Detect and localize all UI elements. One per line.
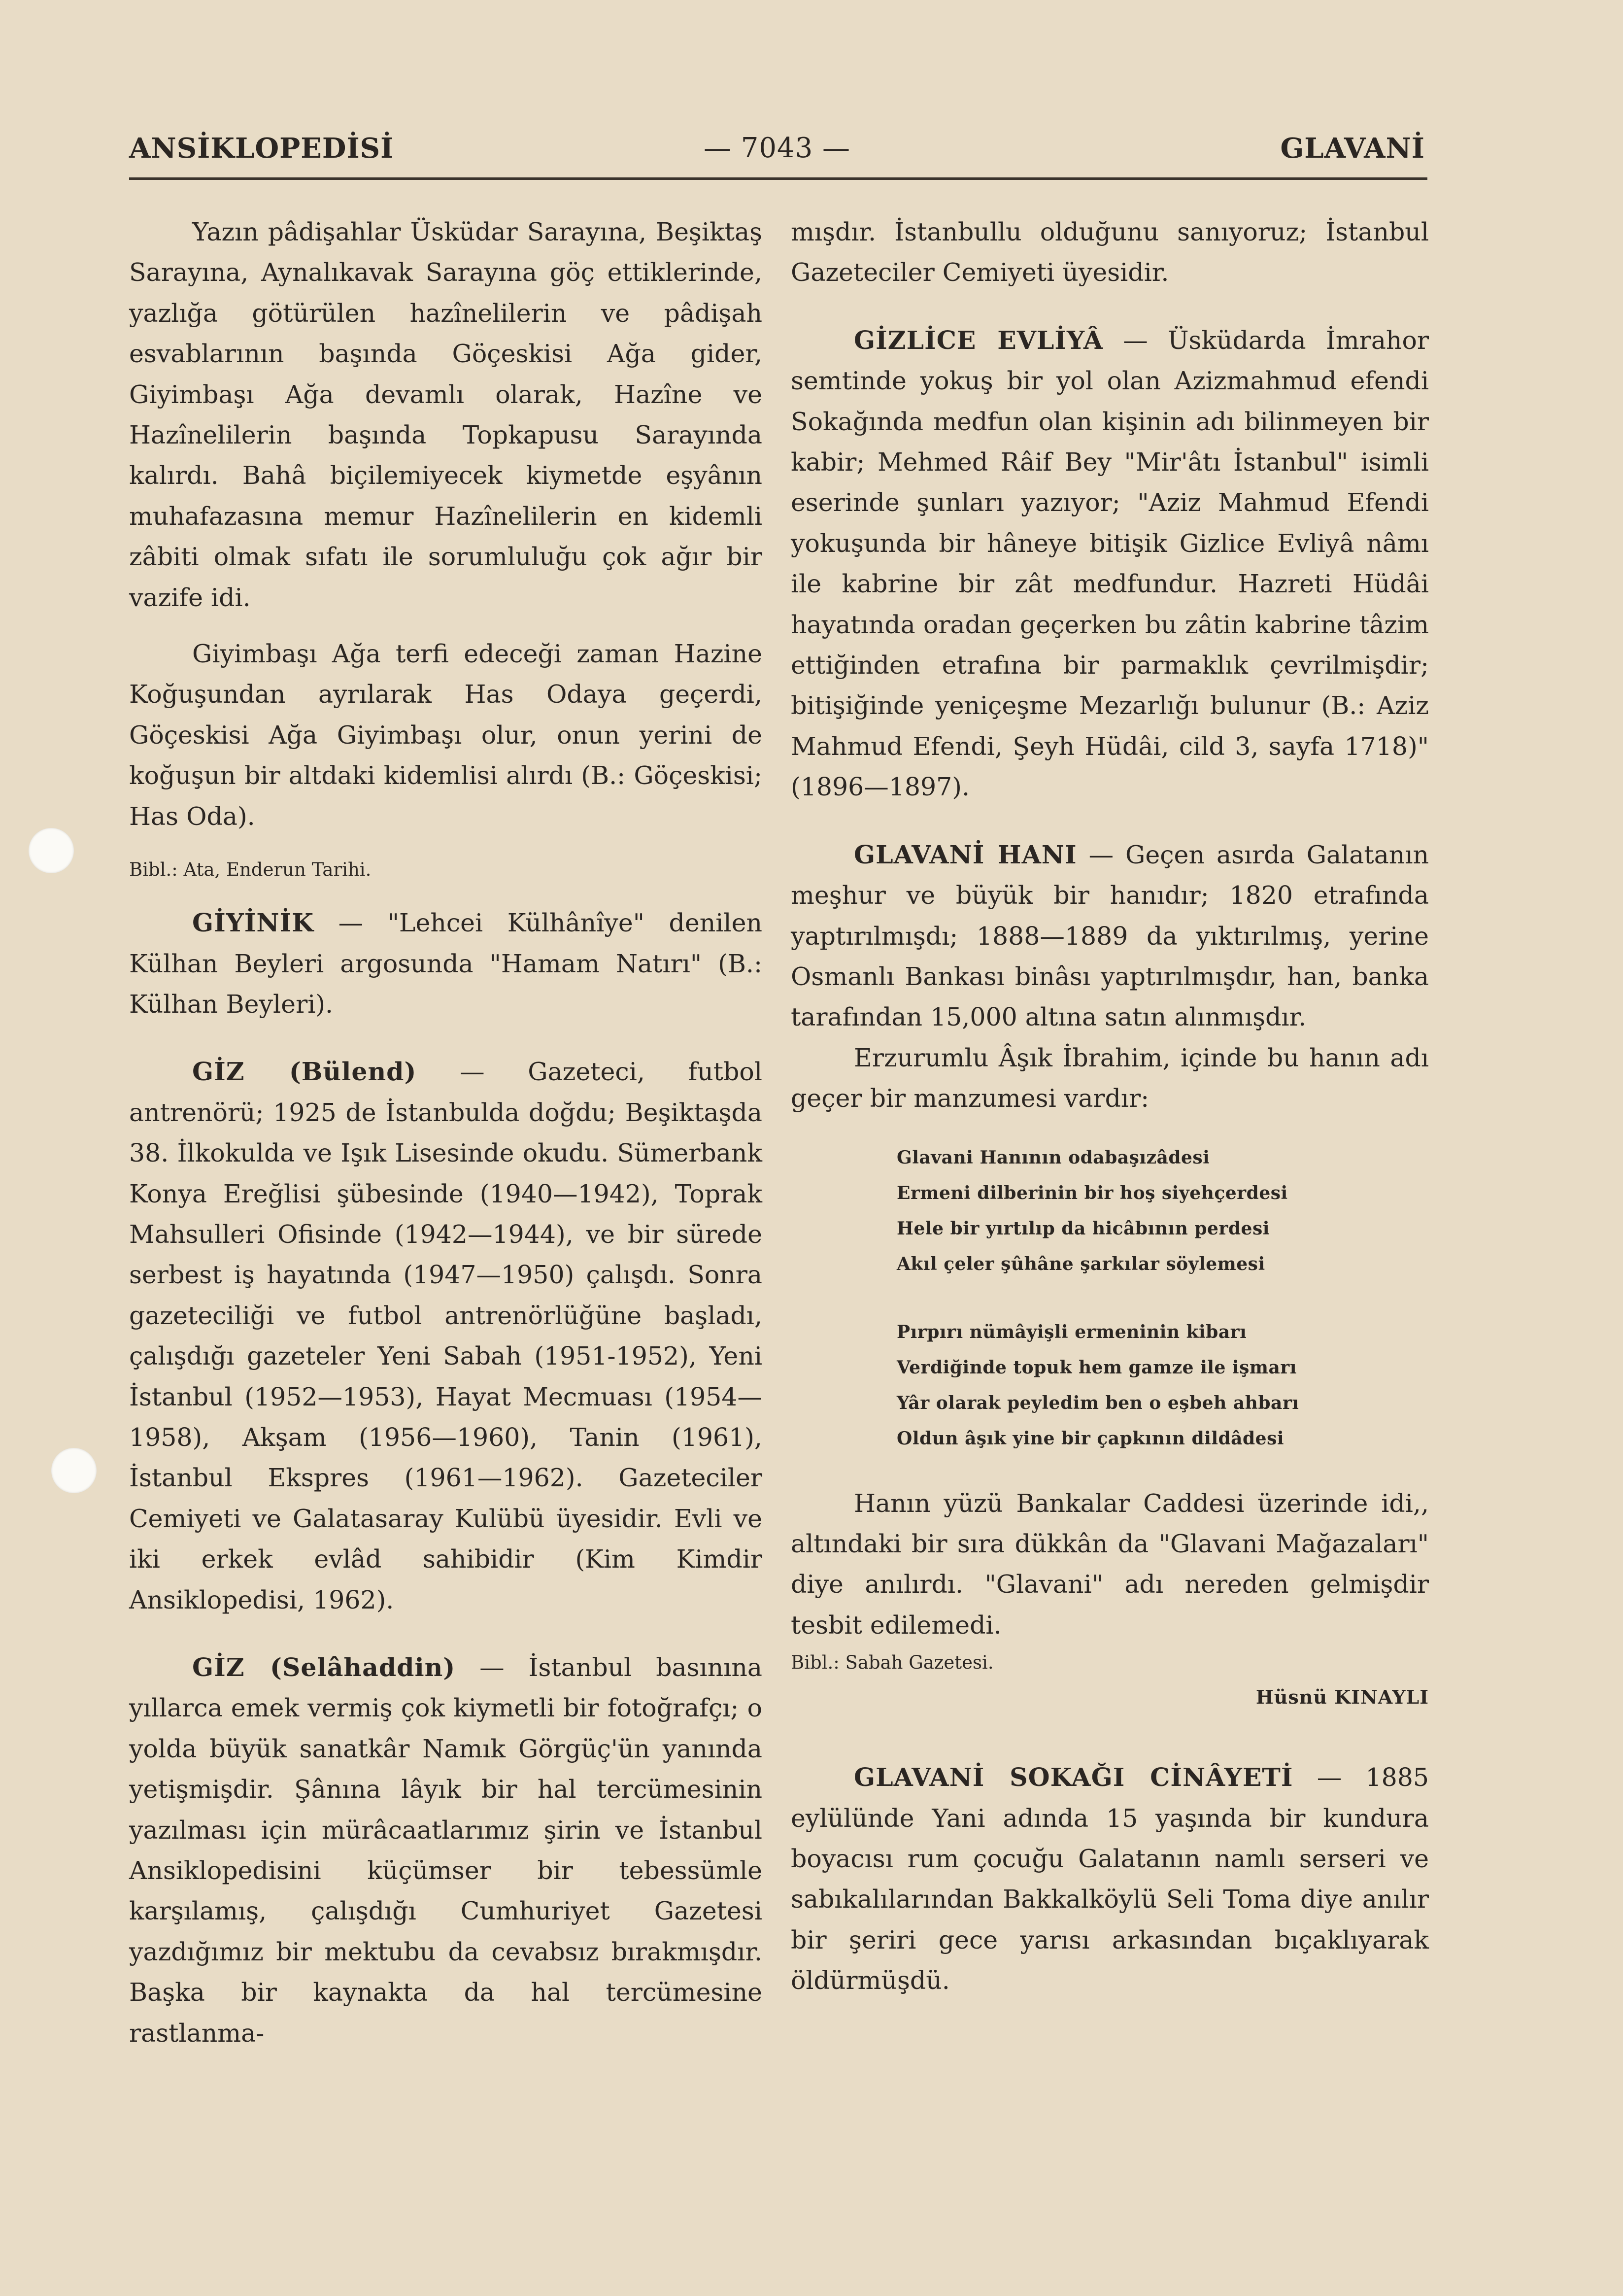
entry-text: — Üsküdarda İmrahor semtinde yokuş bir yol olan Azizmahmud efendi Sokağında medfun olan kişinin adı bilinmeyen bir kabir; Mehmed Râif Bey "Mir'âtı İstanbul" isimli eserinde şunları yazıyor; "Aziz Mahmud Efendi yokuşunda bir hâneye bitişik Gizlice Evliyâ nâmı ile kabrine bir zât medfundur. Hazreti Hüdâi hayatında oradan geçerken bu zâtin kabrine tâzim ettiğinden etrafına bir parmaklık çevrilmişdir; bitişiğinde yeniçeşme Mezarlığı bulunur (B.: Aziz Mahmud Efendi, Şeyh Hüdâi, cild 3, sayfa 1718)" (1896—1897). xyxy=(791,325,1429,802)
entry-heading: GLAVANİ SOKAĞI CİNÂYETİ xyxy=(854,1763,1293,1792)
bibliography: Bibl.: Ata, Enderun Tarihi. xyxy=(129,859,372,881)
binder-hole-bottom xyxy=(51,1448,97,1493)
entry-glavani-sokagi xyxy=(791,1757,1429,2001)
poem-line: Ermeni dilberinin bir hoş siyehçerdesi xyxy=(897,1182,1288,1203)
page-number: — 7043 — xyxy=(703,132,851,164)
entry-heading: GİZ (Selâhaddin) xyxy=(192,1653,456,1682)
entry-heading: GİZ (Bülend) xyxy=(192,1057,417,1087)
entry-heading: GLAVANİ HANI xyxy=(854,840,1077,869)
entry-giyinik xyxy=(129,903,762,1025)
entry-text: — "Lehcei Külhânîye" denilen Külhan Beyleri argosunda "Hamam Natırı" (B.: Külhan Beyleri). xyxy=(129,908,762,1019)
entry-glavani-hani xyxy=(791,835,1429,1038)
poem-line: Hele bir yırtılıp da hicâbının perdesi xyxy=(897,1218,1270,1239)
entry-heading: GİYİNİK xyxy=(192,908,314,938)
paragraph: Erzurumlu Âşık İbrahim, içinde bu hanın adı geçer bir manzumesi vardır: xyxy=(791,1043,1429,1113)
entry-text: — İstanbul basınına yıllarca emek vermiş çok kiymetli bir fotoğrafçı; o yolda büyük sanatkâr Namık Görgüç'ün yanında yetişmişdir. Şânına lâyık bir hal tercümesinin yazılması için mürâcaatlarımız şirin ve İstanbul Ansiklopedisini küçümser bir tebessümle karşılamış, çalışdığı Cumhuriyet Gazetesi yazdığımız bir mektubu da cevabsız bırakmışdır. Başka bir kaynakta da hal tercümesine rastlanma- xyxy=(129,1653,763,2048)
entry-heading: GİZLİCE EVLİYÂ xyxy=(854,325,1104,355)
entry-giz-bulend xyxy=(129,1052,762,1620)
header-left: ANSİKLOPEDİSİ xyxy=(129,132,394,165)
header-right: GLAVANİ xyxy=(1280,132,1425,165)
entry-giz-selahaddin xyxy=(129,1647,762,2054)
poem-line: Pırpırı nümâyişli ermeninin kibarı xyxy=(897,1321,1247,1342)
poem-line: Verdiğinde topuk hem gamze ile işmarı xyxy=(897,1357,1297,1378)
paragraph: Yazın pâdişahlar Üsküdar Sarayına, Beşiktaş Sarayına, Aynalıkavak Sarayına göç ettiklerinde, yazlığa götürülen hazînelilerin ve pâdişah esvablarının başında Göçeskisi Ağa gider, Giyimbaşı Ağa devamlı olarak, Hazîne ve Hazînelilerin başında Topkapusu Sarayında kalırdı. Bahâ biçilemiyecek kiymetde eşyânın muhafazasına memur Hazînelilerin en kidemli zâbiti olmak sıfatı ile sorumluluğu çok ağır bir vazife idi. xyxy=(129,217,762,612)
left-column xyxy=(129,212,762,2054)
entry-gizlice-evliya xyxy=(791,320,1429,808)
entry-text: — Geçen asırda Galatanın meşhur ve büyük bir hanıdır; 1820 etrafında yaptırılmışdı; 1888—1889 da yıktırılmış, yerine Osmanlı Bankası binâsı yaptırılmışdır, han, banka tarafından 15,000 altına satın alınmışdır. xyxy=(791,840,1429,1032)
entry-text: — Gazeteci, futbol antrenörü; 1925 de İstanbulda doğdu; Beşiktaşda 38. İlkokulda ve Işık Lisesinde okudu. Sümerbank Konya Ereğlisi şübesinde (1940—1942), Toprak Mahsulleri Ofisinde (1942—1944), ve bir sürede serbest iş hayatında (1947—1950) çalışdı. Sonra gazeteciliği ve futbol antrenörlüğüne başladı, çalışdığı gazeteler Yeni Sabah (1951-1952), Yeni İstanbul (1952—1953), Hayat Mecmuası (1954—1958), Akşam (1956—1960), Tanin (1961), İstanbul Ekspres (1961—1962). Gazeteciler Cemiyeti ve Galatasaray Kulübü üyesidir. Evli ve iki erkek evlâd sahibidir (Kim Kimdir Ansiklopedisi, 1962). xyxy=(129,1057,762,1614)
bibliography: Bibl.: Sabah Gazetesi. xyxy=(791,1652,994,1674)
poem xyxy=(897,1140,1429,1456)
poem-line: Oldun âşık yine bir çapkının dildâdesi xyxy=(897,1428,1285,1449)
entry-text: — 1885 eylülünde Yani adında 15 yaşında bir kundura boyacısı rum çocuğu Galatanın namlı serseri ve sabıkalılarından Bakkalköylü Seli Toma diye anılır bir şeriri gece yarısı arkasından bıçaklıyarak öldürmüşdü. xyxy=(791,1763,1429,1995)
author-signature: Hüsnü KINAYLI xyxy=(1255,1686,1429,1709)
poem-line: Yâr olarak peyledim ben o eşbeh ahbarı xyxy=(897,1392,1299,1413)
paragraph: Giyimbaşı Ağa terfi edeceği zaman Hazine Koğuşundan ayrılarak Has Odaya geçerdi, Göçeskisi Ağa Giyimbaşı olur, onun yerini de koğuşun bir altdaki kidemlisi alırdı (B.: Göçeskisi; Has Oda). xyxy=(129,639,762,831)
right-column xyxy=(791,212,1429,2001)
binder-hole-top xyxy=(29,828,74,873)
paragraph: Hanın yüzü Bankalar Caddesi üzerinde idi,, altındaki bir sıra dükkân da "Glavani Mağazaları" diye anılırdı. "Glavani" adı nereden gelmişdir tesbit edilemedi. xyxy=(791,1488,1429,1640)
header-rule xyxy=(129,177,1427,180)
page-header xyxy=(129,132,1425,172)
poem-line: Glavani Hanının odabaşızâdesi xyxy=(897,1147,1210,1168)
paragraph: mışdır. İstanbullu olduğunu sanıyoruz; İstanbul Gazeteciler Cemiyeti üyesidir. xyxy=(791,217,1429,287)
poem-line: Akıl çeler şûhâne şarkılar söylemesi xyxy=(897,1253,1265,1274)
